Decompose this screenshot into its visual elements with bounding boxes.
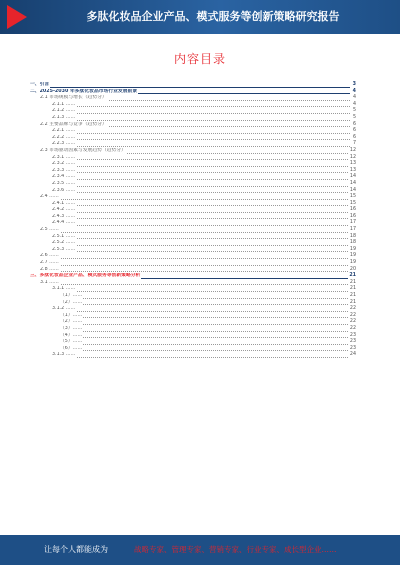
toc-entry[interactable] bbox=[30, 95, 356, 102]
toc-entry-page: 22 bbox=[349, 325, 356, 331]
toc-entry-page: 19 bbox=[349, 253, 356, 259]
toc-leader-dots bbox=[52, 159, 350, 160]
toc-entry-page: 19 bbox=[349, 246, 356, 252]
toc-entry-label: 2.7 …… bbox=[40, 260, 59, 266]
toc-entry-page: 13 bbox=[349, 167, 356, 173]
toc-entry-page: 4 bbox=[352, 95, 356, 101]
toc-entry-page: 5 bbox=[352, 108, 356, 114]
toc-entry-label: （5）…… bbox=[60, 339, 83, 345]
toc-leader-dots bbox=[60, 331, 350, 332]
toc-leader-dots bbox=[52, 120, 350, 121]
toc-entry-label: 3.1.3 …… bbox=[52, 352, 76, 358]
toc-entry[interactable] bbox=[30, 300, 356, 307]
toc-entry-page: 6 bbox=[352, 134, 356, 140]
toc-entry-page: 22 bbox=[349, 312, 356, 318]
toc-entry[interactable] bbox=[30, 220, 356, 227]
toc-leader-dots bbox=[52, 186, 350, 187]
toc-entry[interactable] bbox=[30, 240, 356, 247]
toc-entry-label: 2.4 …… bbox=[40, 194, 59, 200]
toc-entry[interactable] bbox=[30, 207, 356, 214]
toc-leader-dots bbox=[52, 218, 350, 219]
toc-heading: 内容目录 bbox=[173, 52, 226, 66]
toc-entry-page: 21 bbox=[349, 273, 356, 279]
toc-entry-label: 2.6 …… bbox=[40, 253, 59, 259]
toc-entry-label: 3.1.2 …… bbox=[52, 306, 76, 312]
toc-entry-page: 19 bbox=[349, 260, 356, 266]
toc-entry-page: 17 bbox=[349, 227, 356, 233]
toc-entry[interactable] bbox=[30, 267, 356, 274]
toc-entry-page: 7 bbox=[352, 141, 356, 147]
toc-entry-label: （4）…… bbox=[60, 332, 83, 338]
toc-leader-dots bbox=[52, 113, 350, 114]
toc-entry[interactable] bbox=[30, 339, 356, 346]
toc-leader-dots bbox=[52, 238, 350, 239]
toc-entry[interactable] bbox=[30, 102, 356, 109]
toc-entry-page: 18 bbox=[349, 233, 356, 239]
toc-leader-dots bbox=[52, 106, 350, 107]
toc-entry[interactable] bbox=[30, 148, 356, 155]
toc-entry-label: 2.3 市场驱动因素与发展趋势（趋势分） bbox=[40, 147, 126, 153]
toc-entry-page: 12 bbox=[349, 154, 356, 160]
toc-entry-page: 17 bbox=[349, 220, 356, 226]
toc-entry[interactable] bbox=[30, 168, 356, 175]
toc-entry[interactable] bbox=[30, 161, 356, 168]
toc-entry-page: 14 bbox=[349, 187, 356, 193]
toc-entry-label: 2.4.3 …… bbox=[52, 213, 76, 219]
toc-entry-label: 2.5.1 …… bbox=[52, 233, 76, 239]
toc-entry-label: （1）…… bbox=[60, 293, 83, 298]
toc-entry-page: 21 bbox=[349, 299, 356, 305]
toc-leader-dots bbox=[60, 337, 350, 338]
toc-entry[interactable] bbox=[30, 115, 356, 122]
toc-entry-label: 2.5.2 …… bbox=[52, 240, 76, 246]
toc-entry-label: 二、2025-2030 年多肽化妆品市场行业发展前景 bbox=[30, 88, 138, 94]
toc-entry[interactable] bbox=[30, 188, 356, 195]
toc-entry[interactable] bbox=[30, 155, 356, 162]
toc-entry[interactable] bbox=[30, 201, 356, 208]
toc-entry-page: 5 bbox=[352, 114, 356, 120]
toc-entry[interactable] bbox=[30, 122, 356, 129]
toc-entry[interactable] bbox=[30, 128, 356, 135]
report-header bbox=[0, 0, 400, 34]
toc-entry-label: 3.1.1 …… bbox=[52, 286, 76, 292]
toc-entry-label: （1）…… bbox=[60, 312, 83, 318]
toc-entry[interactable] bbox=[30, 174, 356, 181]
toc-entry[interactable] bbox=[30, 135, 356, 142]
toc-entry-page: 20 bbox=[349, 266, 356, 272]
toc-entry-page: 3 bbox=[352, 82, 356, 87]
toc-entry-page: 6 bbox=[352, 121, 356, 127]
toc-entry-page: 4 bbox=[352, 101, 356, 107]
toc-entry-page: 12 bbox=[349, 147, 356, 153]
toc-entry-page: 16 bbox=[349, 207, 356, 213]
toc-entry[interactable] bbox=[30, 214, 356, 221]
toc-leader-dots bbox=[60, 304, 350, 305]
toc-entry-label: 三、多肽化妆品企业产品、模式服务等创新策略分析 bbox=[30, 273, 141, 279]
toc-entry-label: （3）…… bbox=[60, 325, 83, 331]
toc-entry-label: 2.3.3 …… bbox=[52, 167, 76, 173]
toc-entry-label: （2）…… bbox=[60, 319, 83, 325]
table-of-contents bbox=[30, 82, 356, 359]
toc-leader-dots bbox=[52, 146, 350, 147]
toc-entry-label: 2.3.6 …… bbox=[52, 187, 76, 193]
toc-leader-dots bbox=[52, 291, 350, 292]
toc-entry[interactable] bbox=[30, 227, 356, 234]
toc-entry[interactable] bbox=[30, 280, 356, 287]
toc-entry[interactable] bbox=[30, 333, 356, 340]
toc-leader-dots bbox=[52, 133, 350, 134]
toc-entry-page: 22 bbox=[349, 306, 356, 312]
toc-leader-dots bbox=[60, 298, 350, 299]
toc-entry-page: 23 bbox=[349, 332, 356, 338]
toc-leader-dots bbox=[52, 357, 350, 358]
toc-entry-label: 2.4.1 …… bbox=[52, 200, 76, 206]
toc-entry[interactable] bbox=[30, 181, 356, 188]
toc-leader-dots bbox=[52, 225, 350, 226]
toc-entry[interactable] bbox=[30, 194, 356, 201]
toc-entry-page: 15 bbox=[349, 200, 356, 206]
toc-entry[interactable] bbox=[30, 82, 356, 89]
toc-entry[interactable] bbox=[30, 326, 356, 333]
toc-entry-label: 2.3.2 …… bbox=[52, 161, 76, 167]
toc-leader-dots bbox=[52, 179, 350, 180]
toc-leader-dots bbox=[60, 324, 350, 325]
footer-slogan: 让每个人都能成为 bbox=[44, 545, 108, 554]
toc-leader-dots bbox=[40, 199, 350, 200]
toc-entry-label: 2.5.3 …… bbox=[52, 246, 76, 252]
toc-entry-label: 2.2.1 …… bbox=[52, 128, 76, 134]
toc-entry-page: 6 bbox=[352, 128, 356, 134]
toc-entry[interactable] bbox=[30, 247, 356, 254]
toc-entry-page: 22 bbox=[349, 319, 356, 325]
toc-entry-page: 21 bbox=[349, 286, 356, 292]
toc-entry-label: （6）…… bbox=[60, 345, 83, 351]
toc-entry-page: 18 bbox=[349, 240, 356, 246]
toc-entry[interactable] bbox=[30, 313, 356, 320]
toc-entry-label: 2.3.1 …… bbox=[52, 154, 76, 160]
toc-entry-page: 24 bbox=[349, 352, 356, 358]
toc-leader-dots bbox=[40, 265, 350, 266]
toc-entry[interactable] bbox=[30, 260, 356, 267]
toc-entry-page: 21 bbox=[349, 293, 356, 298]
toc-entry-label: 2.8 …… bbox=[40, 266, 59, 272]
toc-entry-page: 21 bbox=[349, 279, 356, 285]
toc-entry-page: 16 bbox=[349, 213, 356, 219]
toc-leader-dots bbox=[52, 192, 350, 193]
toc-leader-dots bbox=[40, 271, 350, 272]
toc-leader-dots bbox=[52, 311, 350, 312]
toc-leader-dots bbox=[30, 87, 350, 88]
toc-entry-page: 23 bbox=[349, 339, 356, 345]
toc-entry-label: 2.4.2 …… bbox=[52, 207, 76, 213]
toc-entry-label: 一、引言 bbox=[30, 82, 50, 87]
toc-entry[interactable] bbox=[30, 319, 356, 326]
toc-entry[interactable] bbox=[30, 89, 356, 96]
toc-entry[interactable] bbox=[30, 352, 356, 359]
toc-entry-label: 2.1 市场规模与增长（趋势分） bbox=[40, 95, 107, 101]
toc-leader-dots bbox=[52, 166, 350, 167]
toc-entry-page: 13 bbox=[349, 161, 356, 167]
toc-leader-dots bbox=[40, 284, 350, 285]
report-title: 多肽化妆品企业产品、模式服务等创新策略研究报告 bbox=[86, 10, 340, 23]
toc-leader-dots bbox=[52, 212, 350, 213]
toc-leader-dots bbox=[52, 205, 350, 206]
toc-leader-dots bbox=[52, 139, 350, 140]
toc-entry-label: 2.2.3 …… bbox=[52, 141, 76, 147]
toc-entry-label: 2.2 主要品牌与竞争（趋势分） bbox=[40, 121, 107, 127]
toc-entry-label: 2.1.3 …… bbox=[52, 114, 76, 120]
toc-entry-page: 14 bbox=[349, 180, 356, 186]
toc-leader-dots bbox=[52, 251, 350, 252]
toc-entry[interactable] bbox=[30, 306, 356, 313]
toc-entry-label: 2.1.2 …… bbox=[52, 108, 76, 114]
toc-entry-label: 2.2.2 …… bbox=[52, 134, 76, 140]
toc-entry[interactable] bbox=[30, 293, 356, 300]
toc-entry[interactable] bbox=[30, 286, 356, 293]
toc-entry[interactable] bbox=[30, 346, 356, 353]
report-footer bbox=[0, 535, 400, 565]
toc-leader-dots bbox=[60, 350, 350, 351]
toc-entry[interactable] bbox=[30, 253, 356, 260]
toc-leader-dots bbox=[52, 245, 350, 246]
toc-leader-dots bbox=[60, 317, 350, 318]
toc-leader-dots bbox=[52, 172, 350, 173]
toc-entry-page: 23 bbox=[349, 345, 356, 351]
toc-entry-label: （2）…… bbox=[60, 299, 83, 305]
toc-entry-page: 14 bbox=[349, 174, 356, 180]
toc-entry-label: 2.3.5 …… bbox=[52, 180, 76, 186]
toc-entry-label: 2.1.1 …… bbox=[52, 101, 76, 107]
toc-entry[interactable] bbox=[30, 234, 356, 241]
toc-entry-page: 15 bbox=[349, 194, 356, 200]
toc-entry-label: 2.4.4 …… bbox=[52, 220, 76, 226]
toc-entry[interactable] bbox=[30, 273, 356, 280]
toc-entry-page: 4 bbox=[352, 88, 356, 94]
toc-leader-dots bbox=[40, 232, 350, 233]
toc-entry-label: 2.3.4 …… bbox=[52, 174, 76, 180]
footer-expert-line: 战略专家、管理专家、营销专家、行业专家、成长型企业…… bbox=[134, 545, 337, 554]
toc-leader-dots bbox=[40, 258, 350, 259]
toc-entry-label: 3.1 …… bbox=[40, 279, 59, 285]
toc-entry-label: 2.5 …… bbox=[40, 227, 59, 233]
toc-entry[interactable] bbox=[30, 141, 356, 148]
toc-entry[interactable] bbox=[30, 108, 356, 115]
toc-leader-dots bbox=[60, 344, 350, 345]
